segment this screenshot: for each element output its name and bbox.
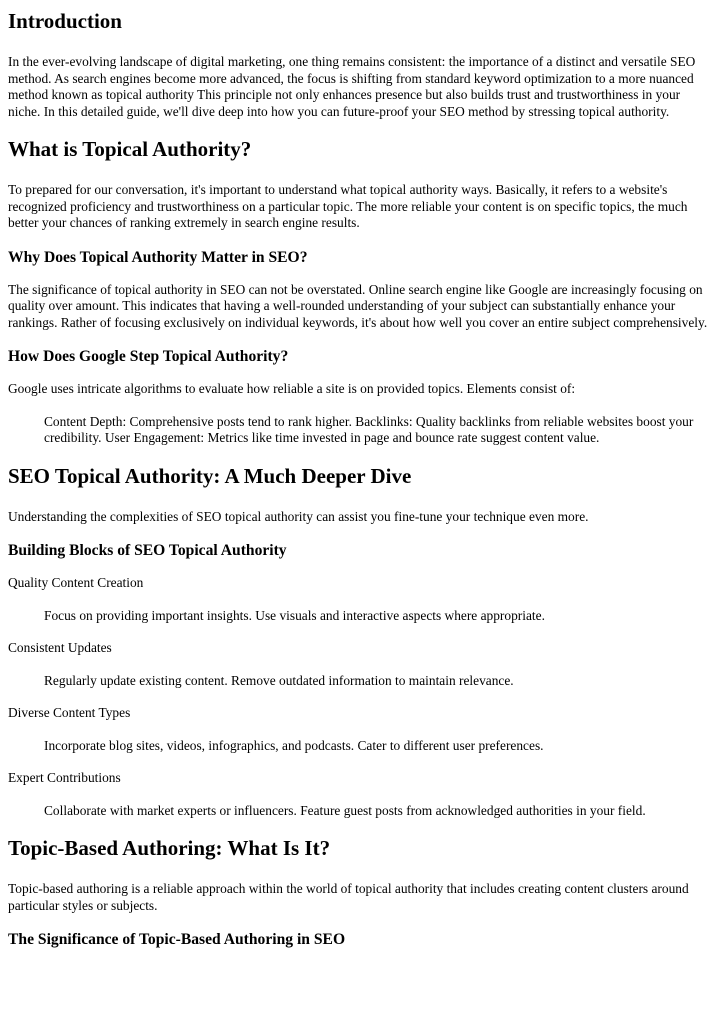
item-title: Diverse Content Types [8, 705, 131, 720]
item-title: Consistent Updates [8, 640, 112, 655]
heading-topic-based-authoring: Topic-Based Authoring: What Is It? [8, 836, 331, 860]
heading-how-google-measures: How Does Google Step Topical Authority? [8, 348, 289, 365]
heading-why-matter: Why Does Topical Authority Matter in SEO? [8, 248, 308, 266]
quote-factors: Content Depth: Comprehensive posts tend to rank higher. Backlinks: Quality backlinks from reliable websites boost your credibility. User Engagement: Metrics like time invested in page and bounce rate suggest content value. [44, 413, 694, 445]
heading-significance-topic-based: The Significance of Topic-Based Authoring in SEO [8, 931, 346, 948]
paragraph-what-is-topical-authority: To prepared for our conversation, it's important to understand what topical authority ways. Basically, it refers to a website's recognized proficiency and trustworthiness on a particular topic. The more reliable your content is on specific topics, the much better your chances of ranking extremely in search engine results. [8, 182, 688, 230]
item-title: Quality Content Creation [8, 575, 144, 590]
item-detail: Incorporate blog sites, videos, infographics, and podcasts. Cater to different user preferences. [44, 737, 544, 753]
paragraph-deeper-dive: Understanding the complexities of SEO topical authority can assist you fine-tune your technique even more. [8, 508, 589, 524]
item-detail: Regularly update existing content. Remove outdated information to maintain relevance. [44, 672, 514, 688]
heading-introduction: Introduction [8, 9, 122, 33]
article [0, 8, 720, 950]
item-title: Expert Contributions [8, 770, 121, 785]
heading-building-blocks: Building Blocks of SEO Topical Authority [8, 542, 287, 559]
item-detail: Focus on providing important insights. Use visuals and interactive aspects where appropriate. [44, 607, 545, 623]
paragraph-topic-based-authoring: Topic-based authoring is a reliable approach within the world of topical authority that includes creating content clusters around particular styles or subjects. [8, 881, 689, 913]
item-detail: Collaborate with market experts or influencers. Feature guest posts from acknowledged authorities in your field. [44, 802, 646, 818]
heading-deeper-dive: SEO Topical Authority: A Much Deeper Dive [8, 463, 412, 488]
paragraph-why-matter: The significance of topical authority in SEO can not be overstated. Online search engine like Google are increasingly focusing on quality over amount. This indicates that having a well-rounded understanding of your subject can substantially enhance your rankings. Rather of focusing exclusively on individual keywords, it's about how well you cover an entire subject comprehensively. [8, 281, 708, 330]
paragraph-introduction: In the ever-evolving landscape of digital marketing, one thing remains consistent: the importance of a distinct and versatile SEO method. As search engines become more advanced, the focus is shifting from standard keyword optimization to a more nuanced method known as topical authority This principle not only enhances presence but also builds trust and trustworthiness in your niche. In this detailed guide, we'll dive deep into how you can future-proof your SEO method by stressing topical authority. [8, 54, 696, 119]
heading-what-is-topical-authority: What is Topical Authority? [8, 137, 252, 161]
paragraph-how-google-measures: Google uses intricate algorithms to evaluate how reliable a site is on provided topics. Elements consist of: [8, 381, 576, 396]
